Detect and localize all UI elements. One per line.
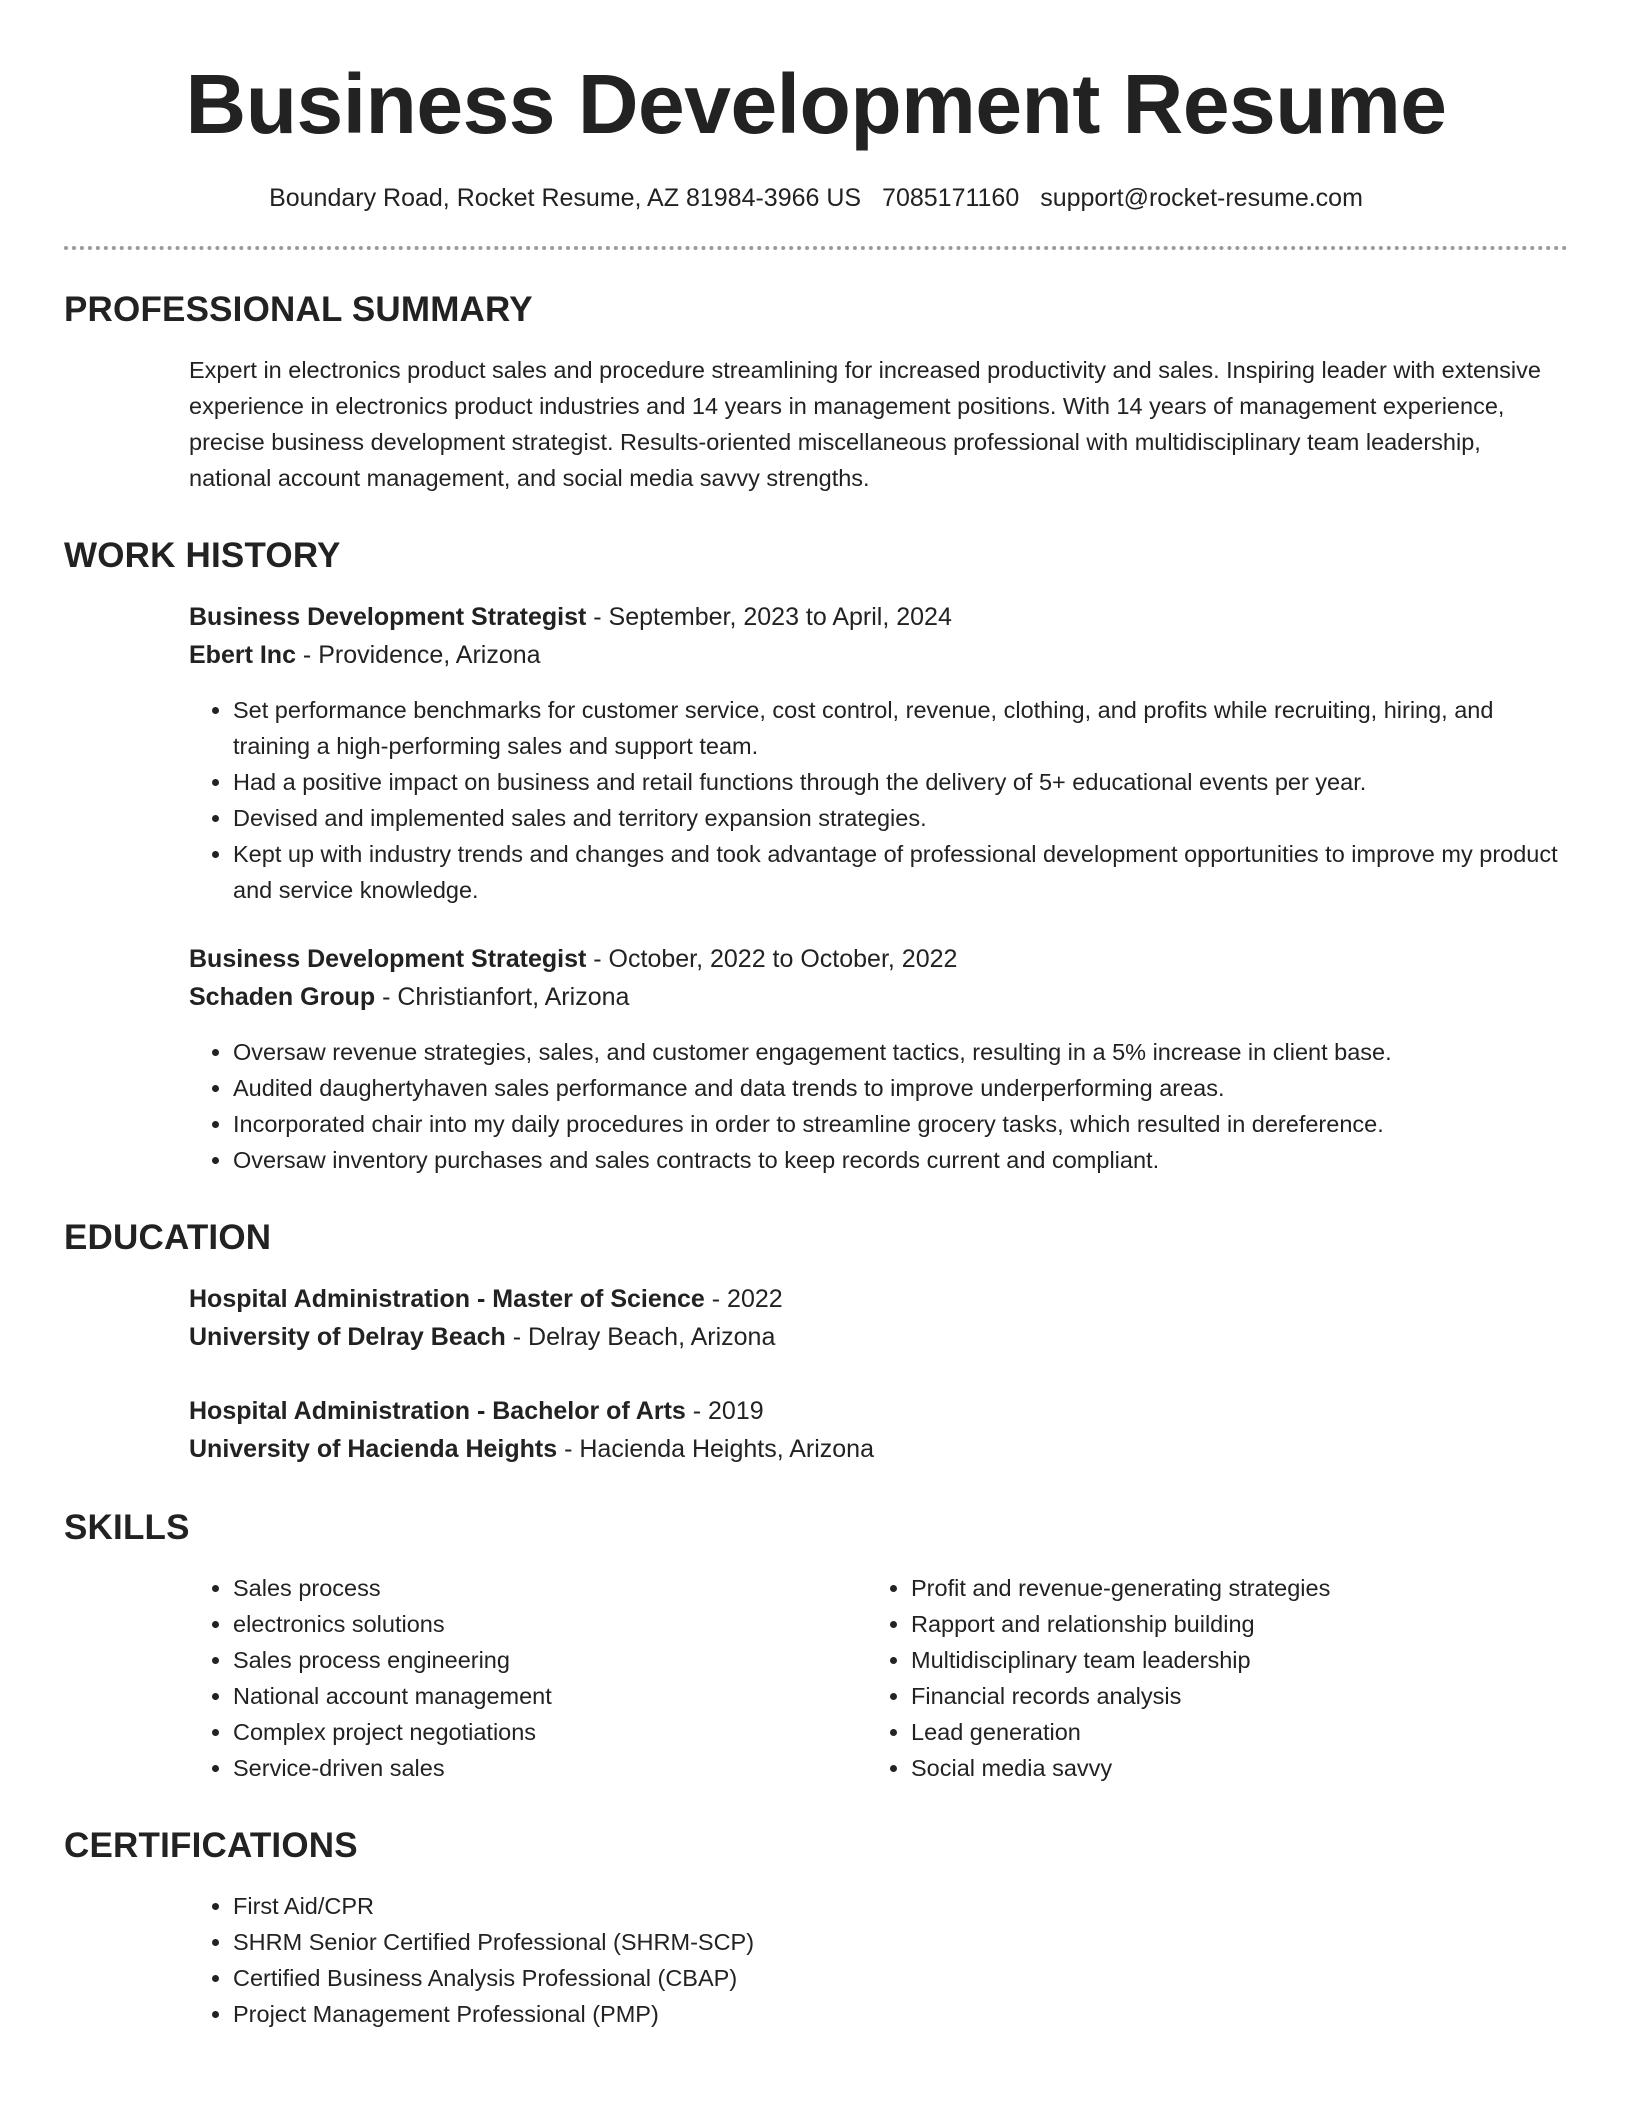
job-location: - Christianfort, Arizona: [375, 983, 630, 1011]
skills-grid: [189, 1570, 1568, 1786]
skill-item: • Financial records analysis: [911, 1678, 1545, 1714]
job-company: Ebert Inc: [189, 641, 296, 669]
list-item: • Audited daughertyhaven sales performance and data trends to improve underperforming areas.: [233, 1070, 1568, 1106]
degree: Hospital Administration - Master of Science: [189, 1285, 705, 1313]
degree: Hospital Administration - Bachelor of Arts: [189, 1397, 686, 1425]
job-role-line: [189, 598, 1568, 636]
contact-email: support@rocket-resume.com: [1040, 184, 1363, 212]
skill-item: • Sales process engineering: [233, 1642, 867, 1678]
job-dates: - October, 2022 to October, 2022: [586, 945, 958, 973]
section-body: [189, 598, 1568, 1178]
list-item: • Oversaw revenue strategies, sales, and customer engagement tactics, resulting in a 5% increase in client base.: [233, 1034, 1568, 1070]
section-body: [189, 1280, 1568, 1468]
school-line: [189, 1318, 1568, 1356]
list-item: • Oversaw inventory purchases and sales contracts to keep records current and compliant.: [233, 1142, 1568, 1178]
skill-item: • electronics solutions: [233, 1606, 867, 1642]
section-title: CERTIFICATIONS: [64, 1826, 358, 1865]
skill-item: • Service-driven sales: [233, 1750, 867, 1786]
section-skills: [64, 1508, 1568, 1786]
contact-phone: 7085171160: [882, 184, 1020, 212]
job-role: Business Development Strategist: [189, 603, 587, 631]
skill-item: • Social media savvy: [911, 1750, 1545, 1786]
certifications-list: [189, 1888, 1568, 2032]
degree-line: [189, 1280, 1568, 1318]
school-line: [189, 1430, 1568, 1468]
section-work-history: [64, 536, 1568, 1178]
skill-item: • Lead generation: [911, 1714, 1545, 1750]
certification-item: • SHRM Senior Certified Professional (SHRM-SCP): [233, 1924, 1568, 1960]
section-body: [189, 1888, 1568, 2032]
degree-year: - 2019: [685, 1397, 764, 1425]
skills-list: [867, 1570, 1545, 1786]
certification-item: • Project Management Professional (PMP): [233, 1996, 1568, 2032]
job-role-line: [189, 940, 1568, 978]
school: University of Hacienda Heights: [189, 1435, 558, 1463]
section-certifications: [64, 1826, 1568, 2032]
school-location: - Delray Beach, Arizona: [505, 1323, 776, 1351]
list-item: • Set performance benchmarks for customer service, cost control, revenue, clothing, and profits while recruiting, hiring, and training a high-performing sales and support team.: [233, 692, 1568, 764]
section-professional-summary: [64, 290, 1568, 496]
resume-title: Business Development Resume: [185, 57, 1447, 151]
summary-text: Expert in electronics product sales and procedure streamlining for increased productivity and sales. Inspiring leader with extensive experience in electronics product industries and 14 years in management positions. With 14 years of management experience, precise business development strategist. Results-oriented miscellaneous professional with multidisciplinary team leadership, national account management, and social media savvy strengths.: [189, 357, 1541, 491]
education-entry: [189, 1392, 1568, 1468]
degree-line: [189, 1392, 1568, 1430]
section-title: PROFESSIONAL SUMMARY: [64, 290, 533, 329]
degree-year: - 2022: [704, 1285, 783, 1313]
skill-item: • National account management: [233, 1678, 867, 1714]
skill-item: • Multidisciplinary team leadership: [911, 1642, 1545, 1678]
school-location: - Hacienda Heights, Arizona: [557, 1435, 874, 1463]
list-item: • Kept up with industry trends and changes and took advantage of professional development opportunities to improve my product and service knowledge.: [233, 836, 1568, 908]
contact-address: Boundary Road, Rocket Resume, AZ 81984-3966 US: [269, 184, 862, 212]
list-item: • Incorporated chair into my daily procedures in order to streamline grocery tasks, which resulted in dereference.: [233, 1106, 1568, 1142]
certification-item: • First Aid/CPR: [233, 1888, 1568, 1924]
job-dates: - September, 2023 to April, 2024: [586, 603, 952, 631]
job-bullets: [189, 1034, 1568, 1178]
skills-column-left: [189, 1570, 867, 1786]
skill-item: • Sales process: [233, 1570, 867, 1606]
certification-item: • Certified Business Analysis Professional (CBAP): [233, 1960, 1568, 1996]
section-title: WORK HISTORY: [64, 536, 341, 575]
school: University of Delray Beach: [189, 1323, 506, 1351]
list-item: • Devised and implemented sales and territory expansion strategies.: [233, 800, 1568, 836]
skill-item: • Complex project negotiations: [233, 1714, 867, 1750]
education-entry: [189, 1280, 1568, 1356]
job-company-line: [189, 636, 1568, 674]
list-item: • Had a positive impact on business and retail functions through the delivery of 5+ educational events per year.: [233, 764, 1568, 800]
job-company: Schaden Group: [189, 983, 376, 1011]
section-education: [64, 1218, 1568, 1468]
job-entry: [189, 940, 1568, 1178]
resume-header: [64, 0, 1568, 214]
skills-column-right: [867, 1570, 1545, 1786]
job-company-line: [189, 978, 1568, 1016]
contact-line: [64, 182, 1568, 214]
section-title: SKILLS: [64, 1508, 190, 1547]
skill-item: • Rapport and relationship building: [911, 1606, 1545, 1642]
skills-list: [189, 1570, 867, 1786]
job-location: - Providence, Arizona: [295, 641, 541, 669]
job-role: Business Development Strategist: [189, 945, 587, 973]
header-divider: [64, 246, 1568, 250]
job-bullets: [189, 692, 1568, 908]
section-title: EDUCATION: [64, 1218, 272, 1257]
skill-item: • Profit and revenue-generating strategies: [911, 1570, 1545, 1606]
job-entry: [189, 598, 1568, 908]
section-body: [189, 352, 1568, 496]
